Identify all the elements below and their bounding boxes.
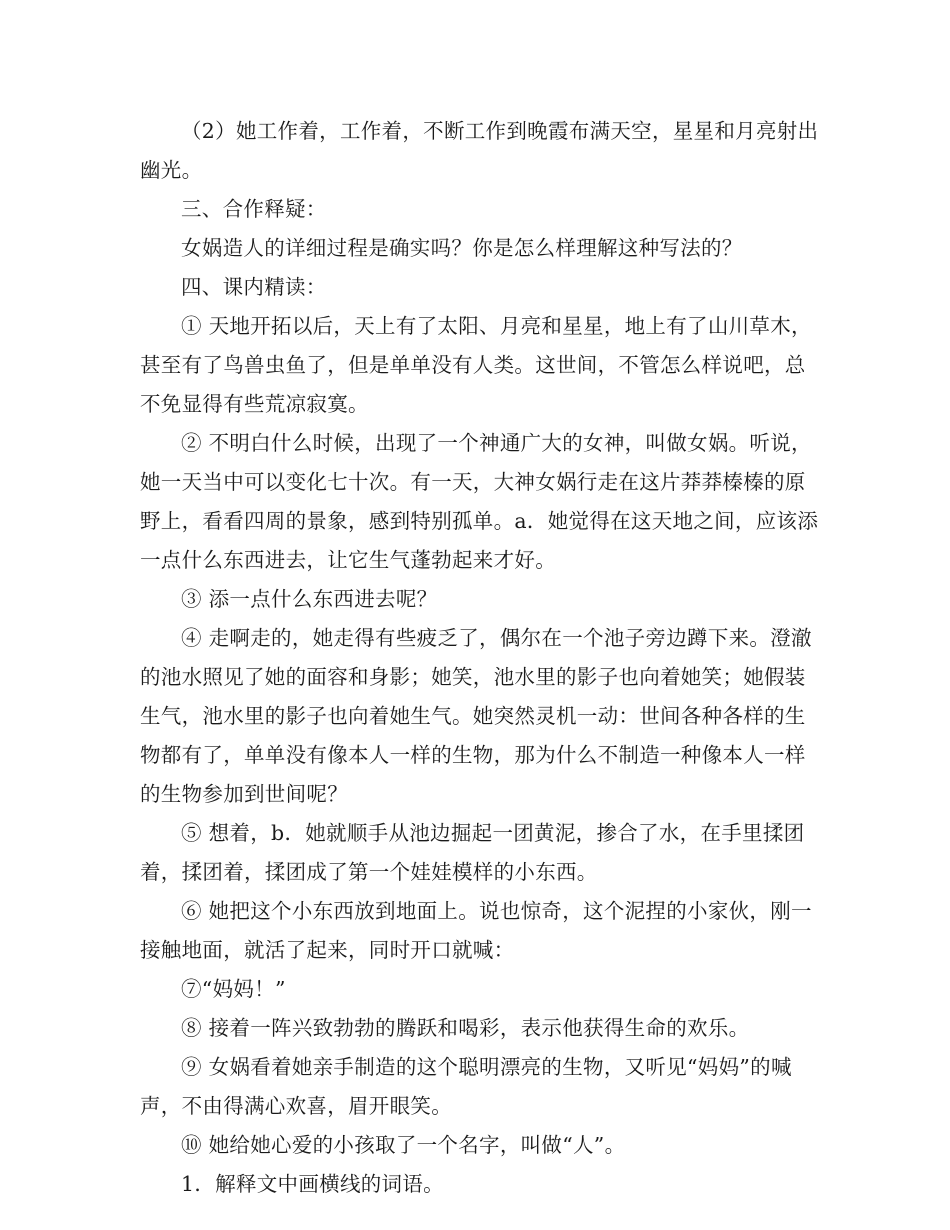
paragraph-4: ④ 走啊走的，她走得有些疲乏了，偶尔在一个池子旁边蹲下来。澄澈的池水照见了她的面容和身影；她笑，池水里的影子也向着她笑；她假装生气，池水里的影子也向着她生气。她突然灵机一动：世间各种各样的生物都有了，单单没有像本人一样的生物，那为什么不制造一种像本人一样的生物参加到世间呢？ [140,626,812,806]
paragraph-7: ⑦“妈妈！” [181,977,286,1001]
paragraph-3: ③ 添一点什么东西进去呢？ [181,587,438,611]
question-nuwa-process: 女娲造人的详细过程是确实吗？你是怎么样理解这种写法的？ [181,236,743,260]
document-body [140,112,820,1204]
paragraph-work-sentence: （2）她工作着，工作着，不断工作到晚霞布满天空，星星和月亮射出幽光。 [140,119,819,182]
paragraph-8: ⑧ 接着一阵兴致勃勃的腾跃和喝彩，表示他获得生命的欢乐。 [181,1016,750,1040]
paragraph-9: ⑨ 女娲看着她亲手制造的这个聪明漂亮的生物，又听见“妈妈”的喊声，不由得满心欢喜，眉开眼笑。 [140,1055,792,1118]
section-heading-close-reading: 四、课内精读： [181,275,327,299]
question-1: 1．解释文中画横线的词语。 [181,1172,444,1196]
paragraph-10: ⑩ 她给她心爱的小孩取了一个名字，叫做“人”。 [181,1133,626,1157]
paragraph-6: ⑥ 她把这个小东西放到地面上。说也惊奇，这个泥捏的小家伙，刚一接触地面，就活了起来，同时开口就喊： [140,899,812,962]
paragraph-5: ⑤ 想着，b．她就顺手从池边掘起一团黄泥，掺合了水，在手里揉团着，揉团着，揉团成了第一个娃娃模样的小东西。 [140,821,805,884]
paragraph-1: ① 天地开拓以后，天上有了太阳、月亮和星星，地上有了山川草木，甚至有了鸟兽虫鱼了，但是单单没有人类。这世间，不管怎么样说吧，总不免显得有些荒凉寂寞。 [140,314,812,416]
paragraph-2: ② 不明白什么时候，出现了一个神通广大的女神，叫做女娲。听说，她一天当中可以变化七十次。有一天，大神女娲行走在这片莽莽榛榛的原野上，看看四周的景象，感到特别孤单。a．她觉得在这天地之间，应该添一点什么东西进去，让它生气蓬勃起来才好。 [140,431,819,572]
section-heading-cooperative: 三、合作释疑： [181,197,327,221]
